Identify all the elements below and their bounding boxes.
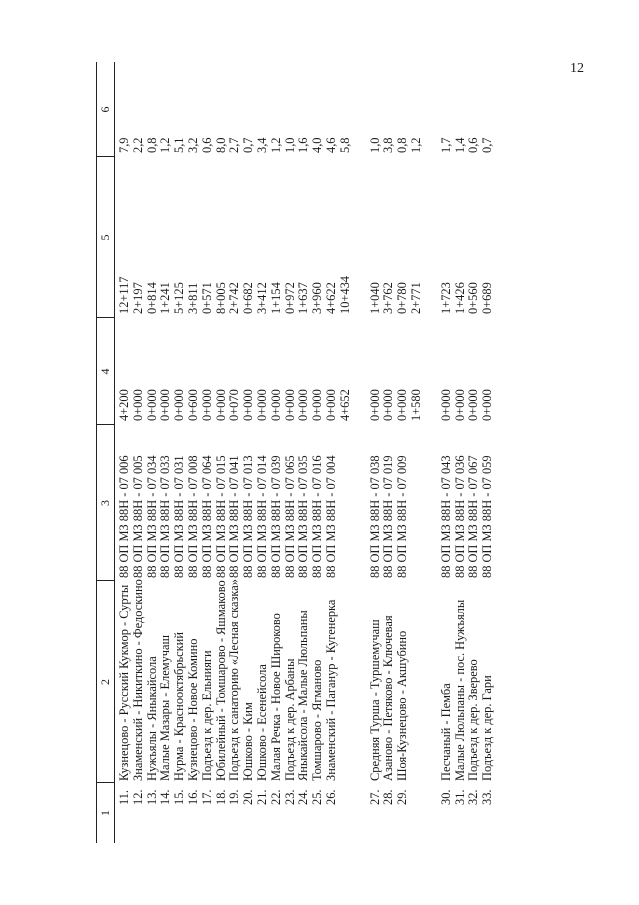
- table-row: [481, 62, 495, 843]
- table-row: [146, 62, 160, 843]
- row-number: 31.: [452, 789, 467, 805]
- start-km: 0+000: [310, 389, 325, 421]
- start-km: 0+000: [452, 389, 467, 421]
- row-number: 23.: [282, 789, 297, 805]
- end-km: 0+689: [480, 282, 495, 314]
- length-km: 3,4: [254, 137, 269, 153]
- road-name: Песчаный - Пемба: [438, 683, 453, 781]
- start-km: 0+000: [254, 389, 269, 421]
- start-km: 0+000: [438, 389, 453, 421]
- length-km: 1,4: [452, 137, 467, 153]
- road-name: Томшарово - Ягманово: [310, 659, 325, 781]
- start-km: 0+000: [323, 389, 338, 421]
- length-km: 5,8: [337, 137, 352, 153]
- start-km: 0+000: [130, 389, 145, 421]
- table-row: [132, 62, 146, 843]
- start-km: 0+000: [213, 389, 228, 421]
- road-code: 88 ОП МЗ 88Н - 07 016: [310, 455, 325, 578]
- road-code: 88 ОП МЗ 88Н - 07 036: [452, 455, 467, 578]
- road-code: 88 ОП МЗ 88Н - 07 064: [199, 455, 214, 578]
- row-number: 33.: [480, 789, 495, 805]
- start-km: 0+000: [480, 389, 495, 421]
- row-number: 25.: [310, 789, 325, 805]
- column-header-1: 1: [98, 810, 112, 816]
- road-code: 88 ОП МЗ 88Н - 07 009: [395, 455, 410, 578]
- length-km: 4,0: [310, 137, 325, 153]
- start-km: 0+000: [296, 389, 311, 421]
- table-row: [454, 62, 468, 843]
- road-name: Яныкайсола - Малые Люльпаны: [296, 610, 311, 781]
- table-row: [396, 62, 410, 843]
- start-km: 0+000: [282, 389, 297, 421]
- end-km: 12+117: [117, 276, 131, 314]
- table-row: [173, 62, 187, 843]
- end-km: 10+434: [337, 276, 352, 314]
- road-code: 88 ОП МЗ 88Н - 07 006: [117, 455, 131, 578]
- road-code: 88 ОП МЗ 88Н - 07 041: [227, 455, 242, 578]
- end-km: 1+637: [296, 282, 311, 314]
- end-km: 3+960: [310, 282, 325, 314]
- length-km: 0,7: [480, 137, 495, 153]
- road-name: Средняя Турша - Туршемучаш: [367, 619, 382, 781]
- length-km: 1,0: [282, 137, 297, 153]
- row-number: 19.: [227, 789, 242, 805]
- page-number: 12: [570, 61, 584, 76]
- road-name: Малые Люльпаны - пос. Нужъялы: [452, 599, 467, 781]
- start-km: 0+000: [144, 389, 159, 421]
- road-name: Нужъялы - Яныкайсола: [144, 656, 159, 781]
- start-km: 1+580: [408, 389, 423, 421]
- column-header-2: 2: [98, 679, 112, 685]
- length-km: 0,6: [466, 137, 481, 153]
- length-km: 2,7: [227, 137, 242, 153]
- road-name: Кузнецово - Русский Кукмор - Сурты: [117, 584, 131, 781]
- start-km: 0+000: [381, 389, 396, 421]
- start-km: 0+000: [158, 389, 173, 421]
- road-code: 88 ОП МЗ 88Н - 07 067: [466, 455, 481, 578]
- start-km: 0+000: [172, 389, 187, 421]
- end-km: 0+571: [199, 282, 214, 314]
- row-number: 18.: [213, 789, 228, 805]
- length-km: 4,6: [323, 137, 338, 153]
- end-km: 5+125: [172, 282, 187, 314]
- start-km: 0+000: [466, 389, 481, 421]
- start-km: 0+600: [185, 389, 200, 421]
- road-code: 88 ОП МЗ 88Н - 07 005: [130, 455, 145, 578]
- road-code: 88 ОП МЗ 88Н - 07 014: [254, 455, 269, 578]
- road-code: 88 ОП МЗ 88Н - 07 004: [323, 455, 338, 578]
- row-number: 12.: [130, 789, 145, 805]
- end-km: 2+742: [227, 282, 242, 314]
- row-number: 27.: [367, 789, 382, 805]
- table-row: [159, 62, 173, 843]
- road-table: [96, 62, 561, 843]
- road-name: Подъезд к дер. Арбаны: [282, 658, 297, 781]
- road-code: 88 ОП МЗ 88Н - 07 031: [172, 455, 187, 578]
- table-row: [270, 62, 284, 843]
- row-number: 20.: [241, 789, 256, 805]
- table-row: [297, 62, 311, 843]
- length-km: 1,2: [408, 137, 423, 153]
- road-name: Нурма - Краснооктябрьский: [172, 632, 187, 781]
- road-name: Малые Мазары - Елемучаш: [158, 634, 173, 781]
- table-row: [284, 62, 298, 843]
- end-km: 0+814: [144, 282, 159, 314]
- row-number: 14.: [158, 789, 173, 805]
- table-row: [118, 62, 132, 843]
- road-name: Юшково - Есенейсола: [254, 664, 269, 781]
- end-km: 8+005: [213, 282, 228, 314]
- end-km: 3+762: [381, 282, 396, 314]
- road-code: 88 ОП МЗ 88Н - 07 043: [438, 455, 453, 578]
- row-number: 29.: [395, 789, 410, 805]
- end-km: 1+040: [367, 282, 382, 314]
- end-km: 2+197: [130, 282, 145, 314]
- start-km: 0+000: [268, 389, 283, 421]
- end-km: 0+972: [282, 282, 297, 314]
- end-km: 0+560: [466, 282, 481, 314]
- end-km: 3+412: [254, 282, 269, 314]
- road-code: 88 ОП МЗ 88Н - 07 038: [367, 455, 382, 578]
- road-code: 88 ОП МЗ 88Н - 07 013: [241, 455, 256, 578]
- table-row: [187, 62, 201, 843]
- road-name: Малая Речка - Новое Широково: [268, 613, 283, 781]
- start-km: 4+200: [117, 389, 131, 421]
- road-name: Знаменский - Никиткино - Федоскино: [130, 579, 145, 781]
- row-number: 28.: [381, 789, 396, 805]
- start-km: 0+000: [395, 389, 410, 421]
- row-number: 17.: [199, 789, 214, 805]
- row-number: 11.: [117, 789, 131, 805]
- length-km: 2,2: [130, 137, 145, 153]
- group-spacer: [424, 62, 440, 843]
- length-km: 0,7: [241, 137, 256, 153]
- road-code: 88 ОП МЗ 88Н - 07 033: [158, 455, 173, 578]
- road-name: Кузнецово - Новое Комино: [185, 638, 200, 781]
- table-row: [410, 62, 424, 843]
- row-number: 22.: [268, 789, 283, 805]
- start-km: 0+000: [199, 389, 214, 421]
- column-header-5: 5: [98, 234, 112, 241]
- road-name: Подъезд к санаторию «Лесная сказка»: [227, 579, 242, 781]
- road-name: Подъезд к дер. Ельнияги: [199, 650, 214, 781]
- road-name: Шоя-Кузнецово - Акшубино: [395, 630, 410, 781]
- end-km: 1+723: [438, 282, 453, 314]
- table-row: [215, 62, 229, 843]
- road-code: 88 ОП МЗ 88Н - 07 015: [213, 455, 228, 578]
- column-header-3: 3: [98, 500, 112, 506]
- road-code: 88 ОП МЗ 88Н - 07 039: [268, 455, 283, 578]
- end-km: 4+622: [323, 282, 338, 314]
- road-code: 88 ОП МЗ 88Н - 07 065: [282, 455, 297, 578]
- table-row: [339, 62, 353, 843]
- table-row: [440, 62, 454, 843]
- road-name: Юбилейный - Томшарово - Яшмаково: [213, 580, 228, 781]
- table-row: [467, 62, 481, 843]
- table-row: [369, 62, 383, 843]
- length-km: 1,6: [296, 137, 311, 153]
- length-km: 0,8: [395, 137, 410, 153]
- road-code: 88 ОП МЗ 88Н - 07 008: [185, 455, 200, 578]
- end-km: 2+771: [408, 282, 423, 314]
- length-km: 3,8: [381, 137, 396, 153]
- length-km: 1,2: [268, 137, 283, 153]
- road-code: 88 ОП МЗ 88Н - 07 034: [144, 455, 159, 578]
- column-header-6: 6: [98, 106, 112, 113]
- table-row: [242, 62, 256, 843]
- road-name: Подъезд к дер. Зверево: [466, 659, 481, 781]
- table-row: [228, 62, 242, 843]
- length-km: 1,2: [158, 137, 173, 153]
- road-name: Знаменский - Пагануp - Кугенерка: [323, 599, 338, 781]
- length-km: 0,6: [199, 137, 214, 153]
- end-km: 1+426: [452, 282, 467, 314]
- table-row: [382, 62, 396, 843]
- length-km: 0,8: [144, 137, 159, 153]
- row-number: 15.: [172, 789, 187, 805]
- start-km: 0+070: [227, 389, 242, 421]
- length-km: 1,7: [438, 137, 453, 153]
- road-name: Азаново - Петяково - Ключевая: [381, 615, 396, 781]
- header-bottom-rule: [114, 62, 115, 843]
- row-number: 13.: [144, 789, 159, 805]
- end-km: 0+682: [241, 282, 256, 314]
- road-name: Подъезд к дер. Гари: [480, 675, 495, 781]
- row-number: 30.: [438, 789, 453, 805]
- table-row: [325, 62, 339, 843]
- length-km: 8,0: [213, 137, 228, 153]
- end-km: 1+241: [158, 282, 173, 314]
- road-name: Юшково - Ким: [241, 702, 256, 781]
- row-number: 16.: [185, 789, 200, 805]
- group-spacer: [353, 62, 369, 843]
- road-code: 88 ОП МЗ 88Н - 07 019: [381, 455, 396, 578]
- start-km: 0+000: [367, 389, 382, 421]
- row-number: 21.: [254, 789, 269, 805]
- length-km: 1,0: [367, 137, 382, 153]
- row-number: 32.: [466, 789, 481, 805]
- road-code: 88 ОП МЗ 88Н - 07 035: [296, 455, 311, 578]
- row-number: 26.: [323, 789, 338, 805]
- table-row: [311, 62, 325, 843]
- column-header-4: 4: [98, 368, 112, 375]
- table-row: [256, 62, 270, 843]
- row-number: 24.: [296, 789, 311, 805]
- road-code: 88 ОП МЗ 88Н - 07 059: [480, 455, 495, 578]
- table-row: [201, 62, 215, 843]
- start-km: 0+000: [241, 389, 256, 421]
- length-km: 5,1: [172, 137, 187, 153]
- end-km: 3+811: [185, 282, 200, 314]
- length-km: 3,2: [185, 137, 200, 153]
- end-km: 0+780: [395, 282, 410, 314]
- table-body: [118, 62, 495, 843]
- start-km: 4+652: [337, 389, 352, 421]
- end-km: 1+154: [268, 282, 283, 314]
- length-km: 7,9: [117, 137, 131, 153]
